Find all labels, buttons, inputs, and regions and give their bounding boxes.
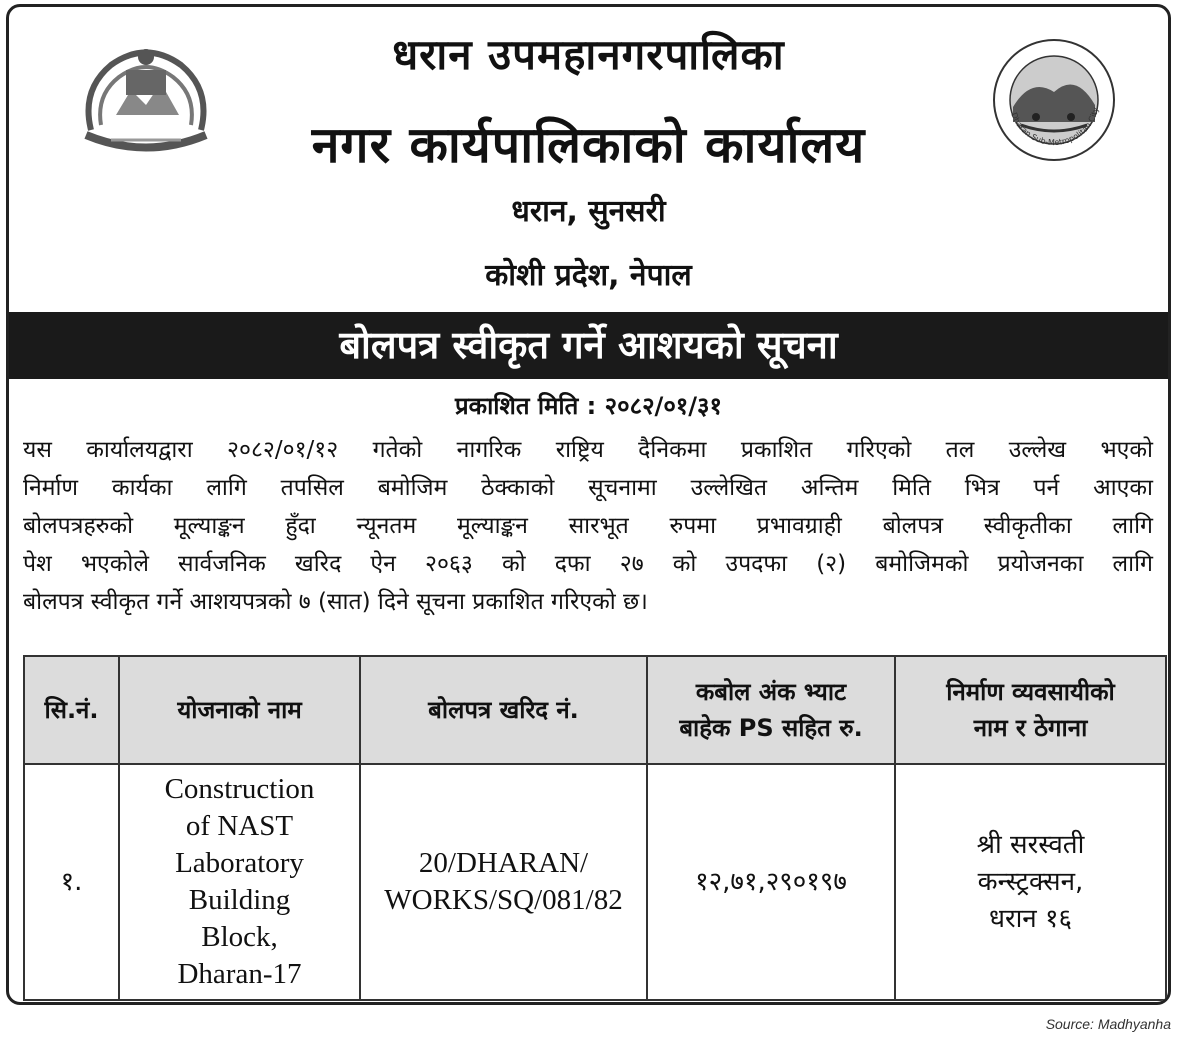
- cell-contractor: श्री सरस्वती कन्स्ट्रक्सन, धरान १६: [895, 764, 1166, 1000]
- cell-sn: १.: [24, 764, 119, 1000]
- body-line: पेश भएकोले सार्वजनिक खरिद ऐन २०६३ को दफा २७ को उपदफा (२) बमोजिमको प्रयोजनका लागि: [23, 551, 1153, 577]
- table-header-row: [24, 656, 1166, 764]
- table-row: [24, 764, 1166, 1000]
- body-line: यस कार्यालयद्वारा २०८२/०१/१२ गतेको नागरिक राष्ट्रिय दैनिकमा प्रकाशित गरिएको तल उल्लेख भएको: [23, 437, 1153, 463]
- office-province: कोशी प्रदेश, नेपाल: [485, 258, 692, 293]
- header-sn: सि.नं.: [24, 656, 119, 764]
- cell-bid-no: 20/DHARAN/ WORKS/SQ/081/82: [360, 764, 647, 1000]
- body-line: बोलपत्र स्वीकृत गर्ने आशयपत्रको ७ (सात) दिने सूचना प्रकाशित गरिएको छ।: [23, 589, 648, 615]
- source-credit: Source: Madhyanha: [1045, 1016, 1171, 1032]
- cell-project: Construction of NAST Laboratory Building Block, Dharan-17: [119, 764, 360, 1000]
- body-line: निर्माण कार्यका लागि तपसिल बमोजिम ठेक्काको सूचनामा उल्लेखित अन्तिम मिति भित्र पर्न आएका: [23, 475, 1153, 501]
- header-project: योजनाको नाम: [119, 656, 360, 764]
- header-amount: कबोल अंक भ्याट बाहेक PS सहित रु.: [647, 656, 895, 764]
- office-name: नगर कार्यपालिकाको कार्यालय: [311, 116, 866, 174]
- body-line: बोलपत्रहरुको मूल्याङ्कन हुँदा न्यूनतम मूल्याङ्कन सारभूत रुपमा प्रभावग्राही बोलपत्र स्वीकृतीका लागि: [23, 513, 1153, 539]
- tender-table: [23, 655, 1167, 1001]
- notice-header: [9, 7, 1168, 312]
- header-contractor: निर्माण व्यवसायीको नाम र ठेगाना: [895, 656, 1166, 764]
- notice-title-banner: बोलपत्र स्वीकृत गर्ने आशयको सूचना: [9, 312, 1168, 379]
- publication-date: प्रकाशित मिति : २०८२/०१/३१: [454, 392, 723, 420]
- notice-frame: [6, 4, 1171, 1005]
- header-bid-no: बोलपत्र खरिद नं.: [360, 656, 647, 764]
- notice-body: [23, 431, 1153, 621]
- municipality-name: धरान उपमहानगरपालिका: [392, 30, 785, 79]
- cell-amount: १२,७१,२९०१९७: [647, 764, 895, 1000]
- office-location: धरान, सुनसरी: [511, 194, 666, 229]
- svg-text:Dharan Sub-Metropolitan City: Dharan Sub-Metropolitan City: [1009, 106, 1101, 148]
